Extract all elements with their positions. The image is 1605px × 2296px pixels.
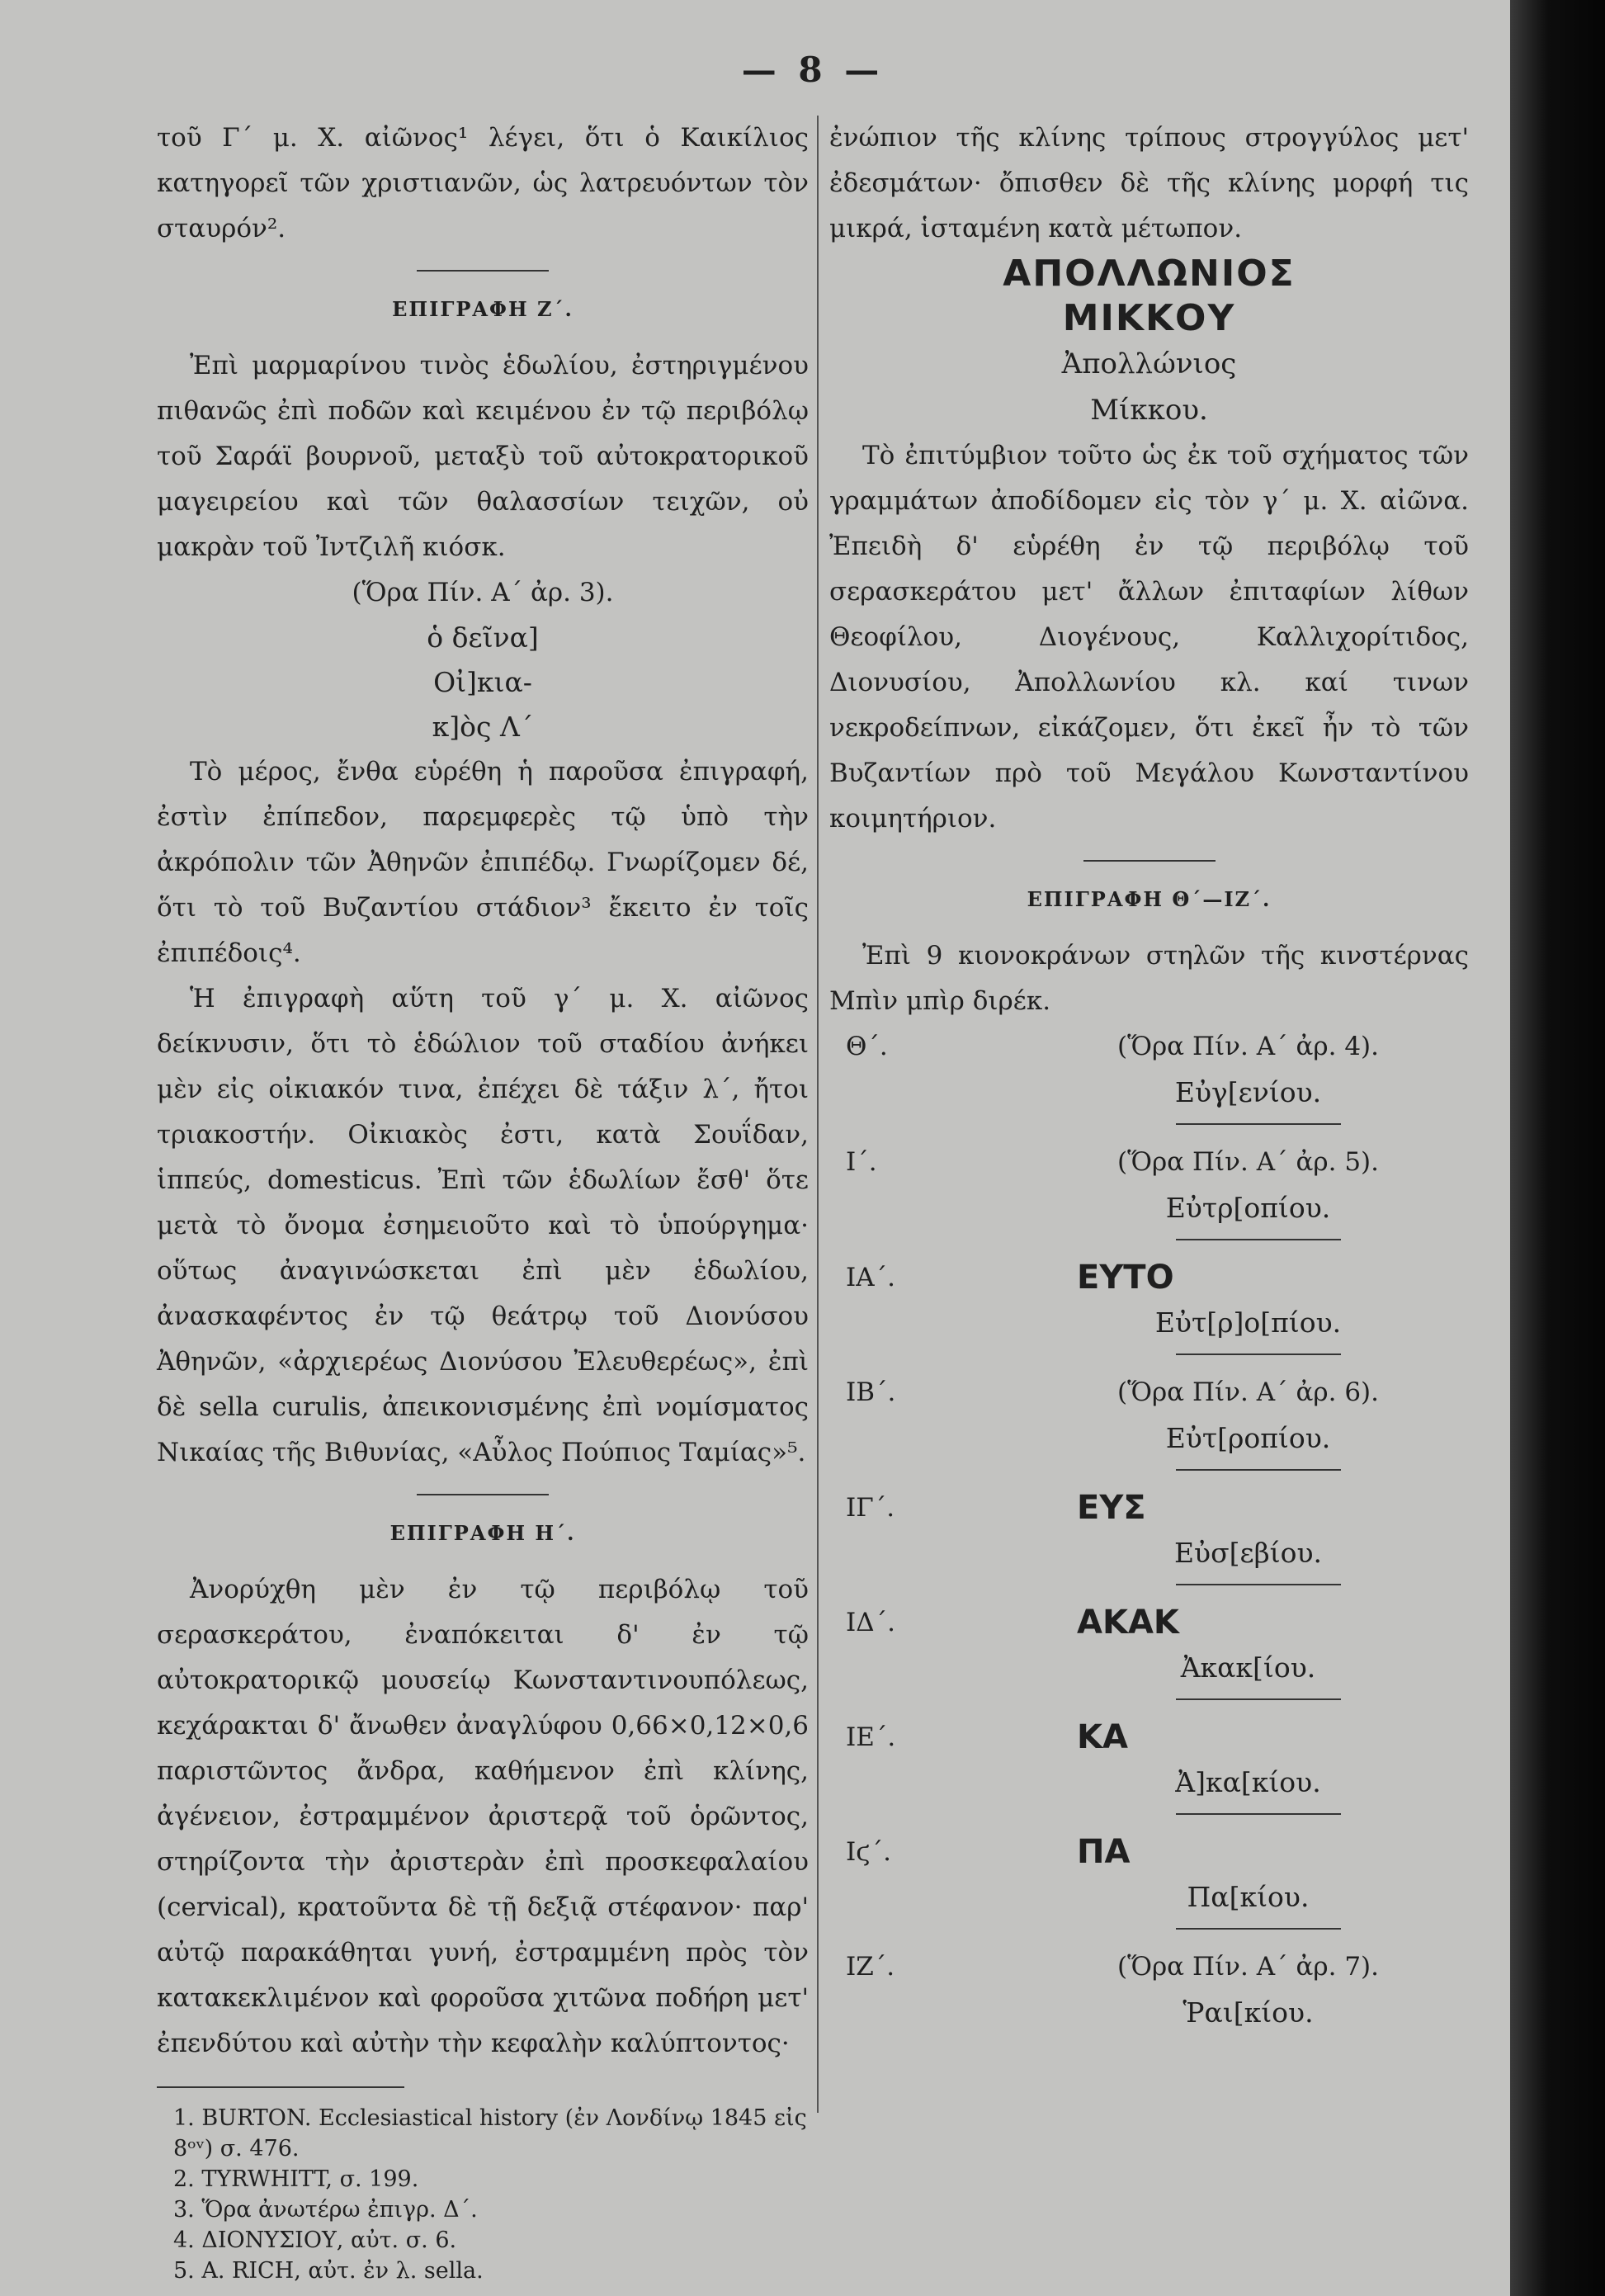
inscription-body	[1027, 1486, 1469, 1576]
inscription-8-description: Ἀνορύχθη μὲν ἐν τῷ περιβόλῳ τοῦ σερασκεράτου, ἐναπόκειται δ' ἐν τῷ αὐτοκρατορικῷ μουσείῳ Κωνσταντινουπόλεως, κεχάρακται δ' ἄνωθεν ἀναγλύφου 0,66×0,12×0,6 παριστῶντος ἄνδρα, καθήμενον ἐπὶ κλίνης, ἀγένειον, ἐστραμμένον ἀριστερᾷ τοῦ ὁρῶντος, στηρίζοντα τὴν ἀριστερὰν ἐπὶ προσκεφαλαίου (cervical), κρατοῦντα δὲ τῇ δεξιᾷ στέφανον· παρ' αὐτῷ παρακάθηται γυνή, ἐστραμμένη πρὸς τὸν κατακεκλιμένον καὶ φοροῦσα χιτῶνα ποδήρη μετ' ἐπενδύτου καὶ αὐτὴν τὴν κεφαλὴν καλύπτοντος·	[157, 1575, 809, 2058]
heading-inscription-8: ΕΠΙΓΡΑΦΗ Η΄.	[389, 1521, 576, 1545]
inscription-entry	[829, 1830, 1469, 1920]
inscription-entry	[829, 1600, 1469, 1690]
inscriptions-9-17-description: Ἐπὶ 9 κιονοκράνων στηλῶν τῆς κινστέρνας Μπὶν μπὶρ διρέκ.	[829, 941, 1469, 1016]
inscription-caps-text: ΠΑ	[1077, 1833, 1131, 1871]
inscription-caps-text: ΕΥΤΟ	[1077, 1259, 1174, 1297]
inscription-number: ΙΔ΄.	[846, 1608, 895, 1637]
inscription-caps-text: ΑΚΑΚ	[1077, 1604, 1179, 1642]
footnote: 1. BURTON. Ecclesiastical history (ἐν Λονδίνῳ 1845 εἰς 8ᵒᵛ) σ. 476.	[173, 2105, 807, 2161]
entry-rule	[1176, 1239, 1341, 1240]
inscription-body	[1027, 1600, 1469, 1690]
footnote: 5. A. RICH, αὐτ. ἐν λ. sella.	[173, 2258, 484, 2284]
column-divider	[817, 116, 819, 2113]
inscription-8-continuation: ἐνώπιον τῆς κλίνης τρίπους στρογγύλος μετ' ἐδεσμάτων· ὄπισθεν δὲ τῆς κλίνης μορφή τις μικρά, ἱσταμένη κατὰ μέτωπον.	[829, 123, 1469, 243]
inscription-entry	[829, 1715, 1469, 1805]
inscription-entry	[829, 1024, 1469, 1115]
entry-rule	[1176, 1928, 1341, 1930]
inscription-transcription: Ῥαι[κίου.	[1183, 1996, 1314, 2029]
inscription-body	[1027, 1715, 1469, 1805]
book-spine-shadow	[1510, 0, 1605, 2296]
inscription-entry	[829, 1140, 1469, 1231]
inscription-number: Ι΄.	[846, 1147, 877, 1177]
heading-inscriptions-9-17: ΕΠΙΓΡΑΦΗ Θ΄—ΙΖ΄.	[1027, 887, 1272, 911]
inscription-7-commentary-2: Ἡ ἐπιγραφὴ αὕτη τοῦ γ΄ μ. Χ. αἰῶνος δείκνυσιν, ὅτι τὸ ἑδώλιον τοῦ σταδίου ἀνήκει μὲν εἰς οἰκιακόν τινα, ἐπέχει δὲ τάξιν λ΄, ἤτοι τριακοστήν. Οἰκιακὸς ἐστι, κατὰ Σουΐδαν, ἱππεύς, domesticus. Ἐπὶ τῶν ἑδωλίων ἔσθ' ὅτε μετὰ τὸ ὄνομα ἐσημειοῦτο καὶ τὸ ὑπούργημα· οὕτως ἀναγινώσκεται ἐπὶ μὲν ἑδωλίου, ἀνασκαφέντος ἐν τῷ θεάτρῳ τοῦ Διονύσου Ἀθηνῶν, «ἀρχιερέως Διονύσου Ἐλευθερέως», ἐπὶ δὲ sella curulis, ἀπεικονισμένης ἐπὶ νομίσματος Νικαίας τῆς Βιθυνίας, «Αὖλος Πούπιος Ταμίας»⁵.	[157, 984, 809, 1467]
entry-rule	[1176, 1354, 1341, 1355]
inscription-number: ΙΖ΄.	[846, 1952, 895, 1982]
entry-rule	[1176, 1469, 1341, 1471]
section-rule	[417, 1494, 549, 1495]
inscription-7-line: Οἰ]κια-	[433, 666, 532, 698]
inscription-body	[1027, 1944, 1469, 2035]
inscription-entry	[829, 1255, 1469, 1345]
inscription-body	[1027, 1255, 1469, 1345]
inscription-body	[1027, 1370, 1469, 1461]
footnote: 3. Ὅρα ἀνωτέρω ἐπιγρ. Δ΄.	[173, 2197, 478, 2223]
inscription-7-text	[157, 616, 809, 749]
inscription-body	[1027, 1140, 1469, 1231]
footnote-rule	[157, 2086, 404, 2088]
page-number: — 8 —	[741, 50, 885, 90]
heading-inscription-7: ΕΠΙΓΡΑΦΗ Ζ΄.	[392, 297, 574, 321]
inscription-entry	[829, 1486, 1469, 1576]
inscription-transcription: Ἀκακ[ίου.	[1180, 1651, 1316, 1684]
inscription-number: ΙΕ΄.	[846, 1722, 896, 1752]
inscription-body	[1027, 1024, 1469, 1115]
inscription-transcription: Εὐτ[ρ]ο[πίου.	[1154, 1306, 1342, 1339]
inscription-8-caps-line-2: ΜΙΚΚΟΥ	[1062, 297, 1236, 339]
inscription-reference: (Ὅρα Πίν. Α΄ ἀρ. 5).	[1116, 1147, 1379, 1177]
inscription-7-line: ὁ δεῖνα]	[427, 621, 539, 654]
entry-rule	[1176, 1698, 1341, 1700]
inscription-number: Ιϛ΄.	[846, 1837, 891, 1867]
footnotes	[157, 2103, 809, 2286]
entry-rule	[1176, 1813, 1341, 1815]
inscription-transcription: Πα[κίου.	[1187, 1881, 1310, 1913]
footnote: 2. TYRWHITT, σ. 199.	[173, 2166, 419, 2192]
inscription-transcription: Εὐτρ[οπίου.	[1165, 1192, 1331, 1224]
inscription-reference: (Ὅρα Πίν. Α΄ ἀρ. 6).	[1116, 1377, 1379, 1407]
right-column	[829, 116, 1469, 2040]
inscription-8-commentary: Τὸ ἐπιτύμβιον τοῦτο ὡς ἐκ τοῦ σχήματος τῶν γραμμάτων ἀποδίδομεν εἰς τὸν γ΄ μ. Χ. αἰῶνα. Ἐπειδὴ δ' εὑρέθη ἐν τῷ περιβόλῳ τοῦ σερασκεράτου μετ' ἄλλων ἐπιταφίων λίθων Θεοφίλου, Διογένους, Καλλιχορίτιδος, Διονυσίου, Ἀπολλωνίου κλ. καί τινων νεκροδείπνων, εἰκάζομεν, ὅτι ἐκεῖ ἦν τὸ τῶν Βυζαντίων πρὸ τοῦ Μεγάλου Κωνσταντίνου κοιμητήριον.	[829, 441, 1469, 834]
inscription-number: ΙΓ΄.	[846, 1493, 895, 1523]
inscription-entries	[829, 1024, 1469, 2035]
inscription-caps-text: ΕΥΣ	[1077, 1489, 1146, 1527]
section-rule	[1083, 860, 1216, 862]
inscription-entry	[829, 1944, 1469, 2035]
inscription-7-commentary: Τὸ μέρος, ἔνθα εὑρέθη ἡ παροῦσα ἐπιγραφή, ἐστὶν ἐπίπεδον, παρεμφερὲς τῷ ὑπὸ τὴν ἀκρόπολιν τῶν Ἀθηνῶν ἐπιπέδῳ. Γνωρίζομεν δέ, ὅτι τὸ τοῦ Βυζαντίου στάδιον³ ἔκειτο ἐν τοῖς ἐπιπέδοις⁴.	[157, 757, 809, 968]
inscription-transcription: Εὐτ[ροπίου.	[1165, 1422, 1331, 1454]
inscription-8-transcription-2: Μίκκου.	[1090, 394, 1208, 427]
inscription-body	[1027, 1830, 1469, 1920]
inscription-7-line: κ]ὸς Λ΄	[432, 711, 534, 743]
inscription-7-reference: (Ὅρα Πίν. Α΄ ἀρ. 3).	[352, 578, 614, 607]
section-rule	[417, 270, 549, 272]
inscription-entry	[829, 1370, 1469, 1461]
inscription-transcription: Εὐσ[εβίου.	[1173, 1537, 1323, 1569]
inscription-7-description: Ἐπὶ μαρμαρίνου τινὸς ἑδωλίου, ἐστηριγμένου πιθανῶς ἐπὶ ποδῶν καὶ κειμένου ἐν τῷ περιβόλῳ τοῦ Σαράϊ βουρνοῦ, μεταξὺ τοῦ αὐτοκρατορικοῦ μαγειρείου καὶ τῶν θαλασσίων τειχῶν, οὐ μακρὰν τοῦ Ἰντζιλῆ κιόσκ.	[157, 351, 809, 562]
entry-rule	[1176, 1584, 1341, 1585]
inscription-transcription: Ἀ]κα[κίου.	[1175, 1766, 1321, 1798]
inscription-number: ΙΒ΄.	[846, 1377, 896, 1407]
inscription-8-transcription-1: Ἀπολλώνιος	[1061, 347, 1237, 380]
intro-paragraph: τοῦ Γ΄ μ. Χ. αἰῶνος¹ λέγει, ὅτι ὁ Καικίλιος κατηγορεῖ τῶν χριστιανῶν, ὡς λατρευόντων τὸν σταυρόν².	[157, 123, 809, 243]
inscription-8-caps-line-1: ΑΠΟΛΛΩΝΙΟΣ	[1003, 253, 1296, 295]
inscription-reference: (Ὅρα Πίν. Α΄ ἀρ. 4).	[1116, 1032, 1379, 1061]
inscription-reference: (Ὅρα Πίν. Α΄ ἀρ. 7).	[1116, 1952, 1379, 1982]
inscription-number: Θ΄.	[846, 1032, 888, 1061]
footnote: 4. ΔΙΟΝΥΣΙΟΥ, αὐτ. σ. 6.	[173, 2227, 457, 2253]
inscription-caps-text: ΚΑ	[1077, 1718, 1128, 1756]
inscription-transcription: Εὐγ[ενίου.	[1174, 1076, 1322, 1108]
inscription-number: ΙΑ΄.	[846, 1263, 895, 1292]
left-column	[157, 116, 809, 2286]
entry-rule	[1176, 1123, 1341, 1125]
